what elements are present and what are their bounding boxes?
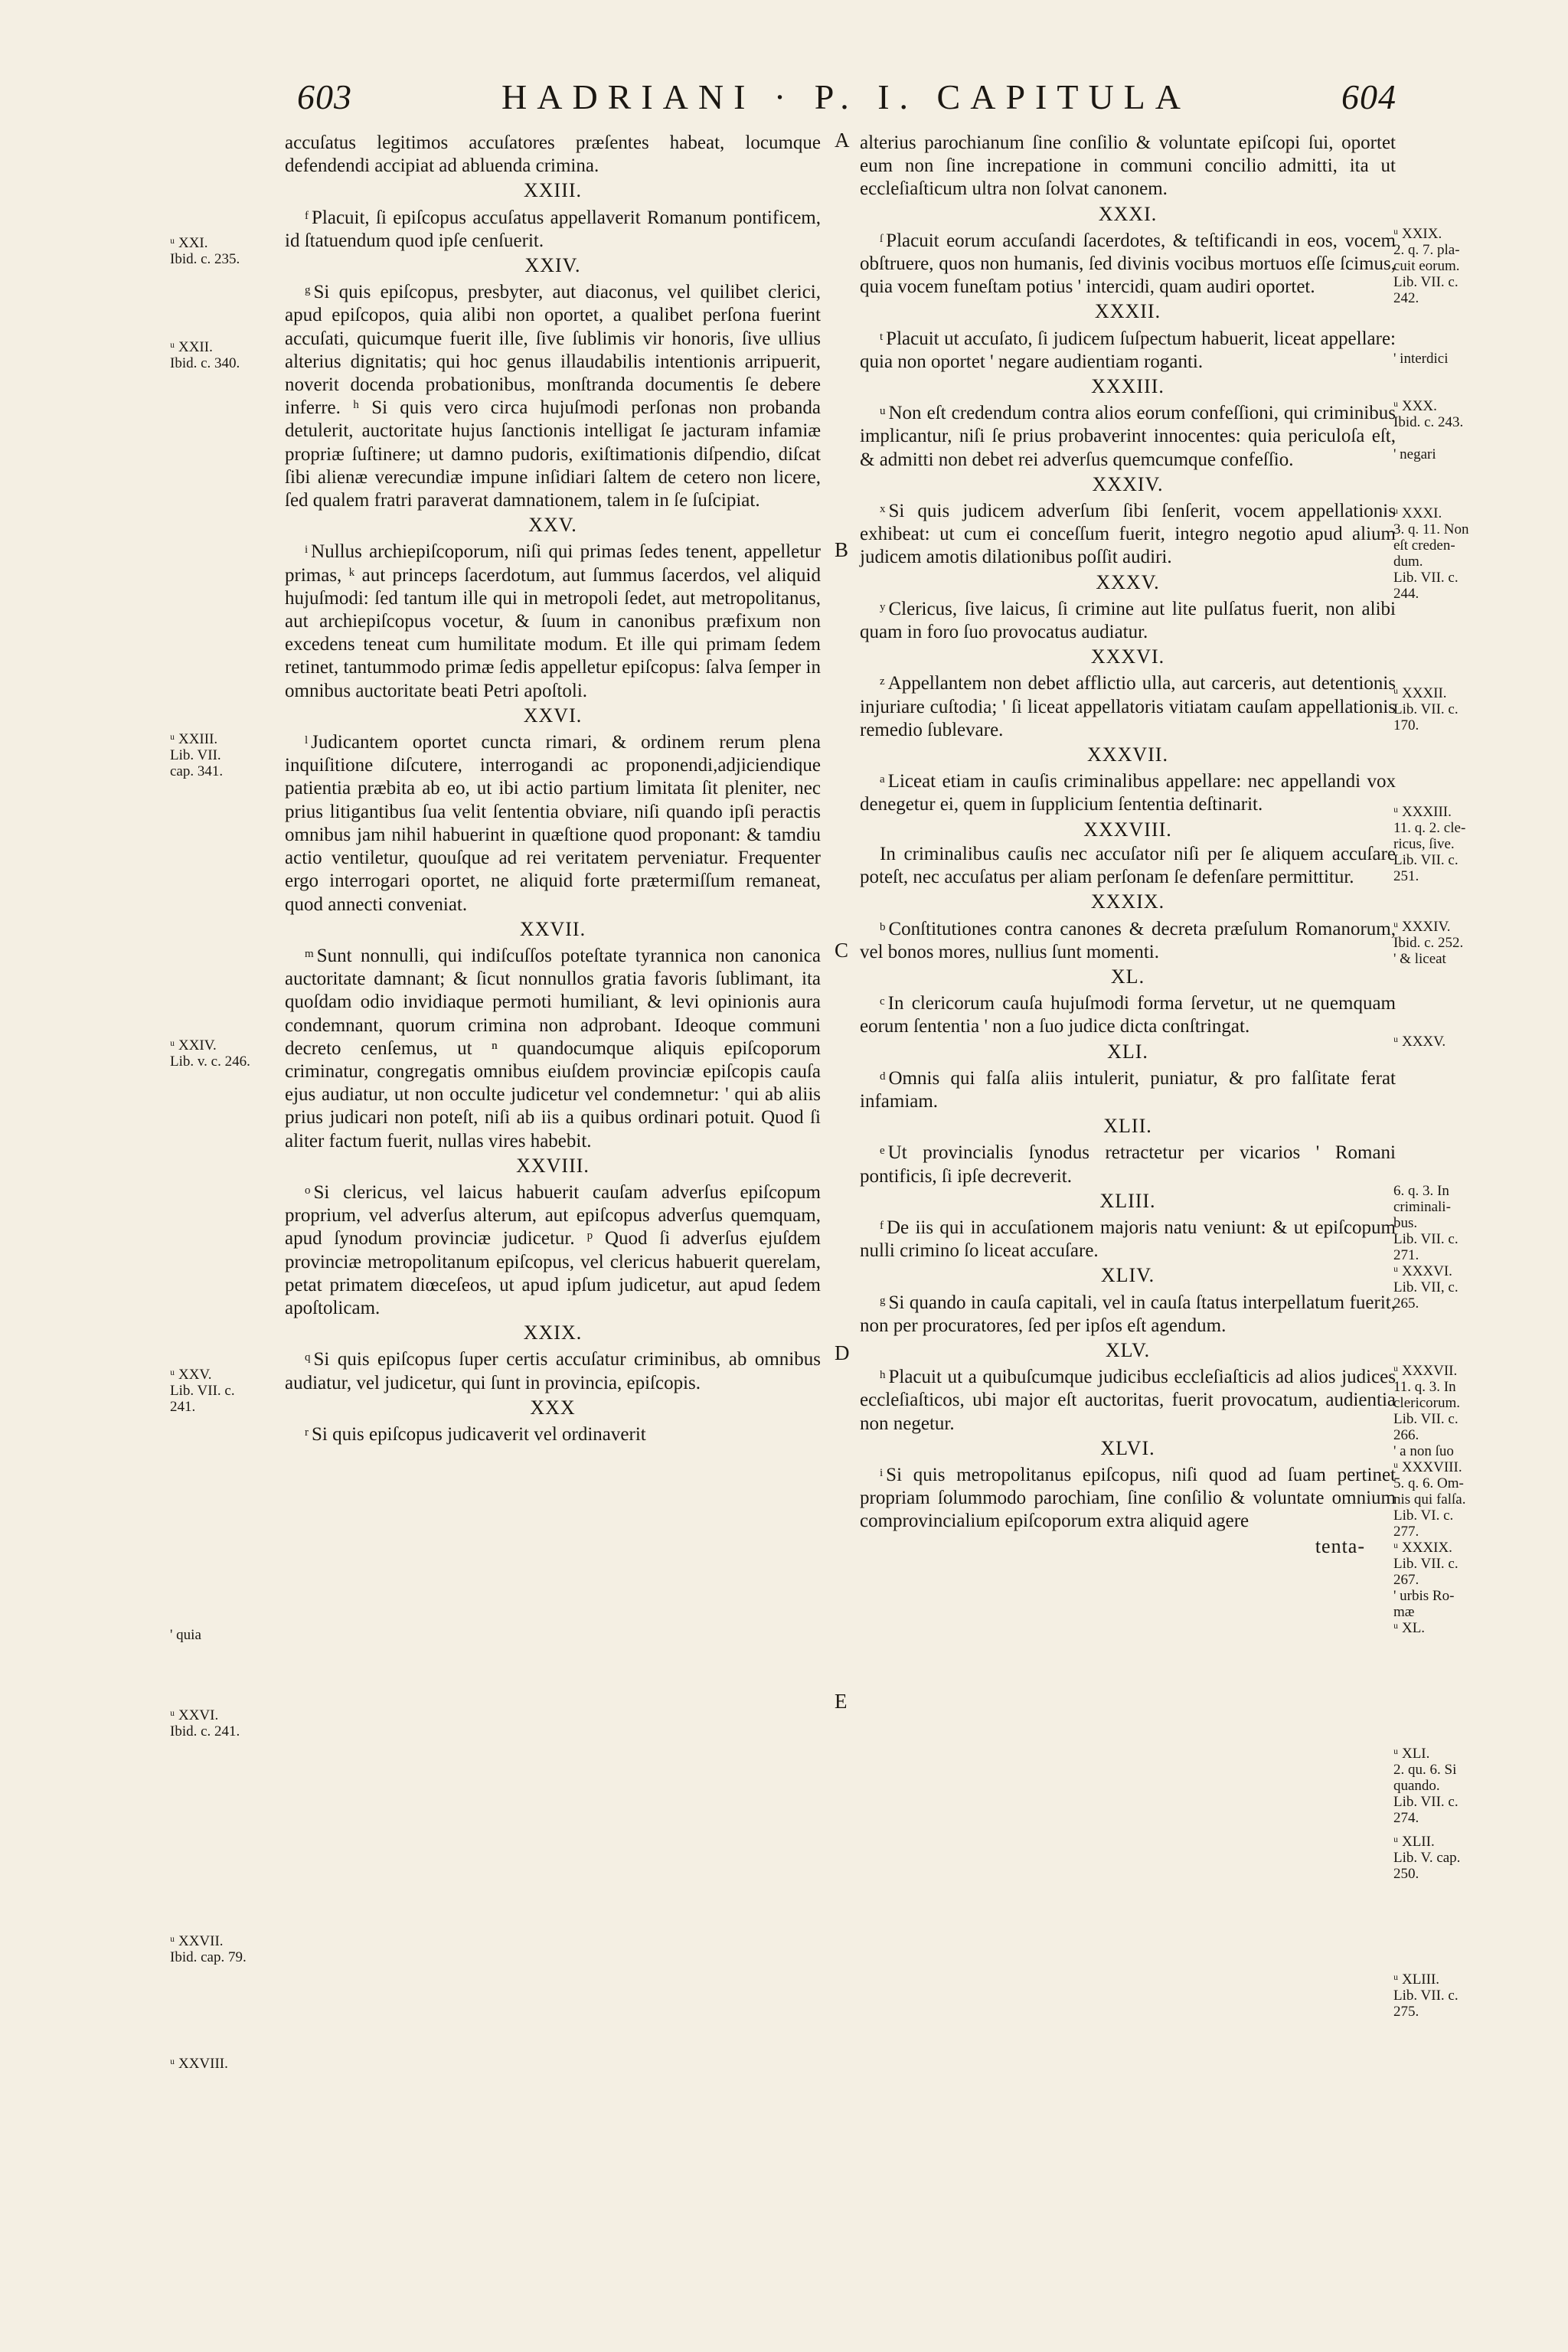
paragraph-text: Si quis metropolitanus epiſcopus, niſi quod ad ſuam pertinet propriam ſolummodo parochiam, ſine conſilio & voluntate omnium comprovincialium epiſcoporum extra aliquid agere [860,1464,1396,1532]
paragraph-text: In criminalibus cauſis nec accuſator niſi per ſe aliquem accuſare poteſt, nec accuſatus per aliam perſonam ſe defenſare permittitur. [860,843,1396,888]
paragraph-text: Omnis qui falſa aliis intulerit, puniatur, & pro falſitate ferat infamiam. [860,1067,1396,1112]
chapter-heading: XLIII. [1099,1189,1156,1212]
paragraph-text: Si quis judicem adverſum ſibi ſenſerit, vocem appellationis exhibeat: ut cum ei conceſſum fuerit, integro negotio apud alium judicem amotis dilationibus poſſit audiri. [860,501,1396,568]
chapter-heading: XXX [530,1396,576,1419]
chapter-heading: XXXVII. [1087,743,1168,766]
canon-paragraph [860,132,1396,201]
paragraph-text: Liceat etiam in cauſis criminalibus appellare: nec appellandi vox denegetur ei, quem in ſupplicium ſententia deſtinarit. [860,771,1396,815]
section-letter: C [835,939,849,962]
footnote-marker: ſ [880,232,884,245]
left-margin-note: ᵘ XXVIII. [170,2056,228,2072]
canon-paragraph [860,990,1396,1038]
paragraph-text: Placuit, ſi epiſcopus accuſatus appellaverit Romanum pontificem, id ſtatuendum quod ipſe cenſuerit. [285,207,821,251]
paragraph-text: Clericus, ſive laicus, ſi crimine aut lite pulſatus fuerit, non alibi quam in foro ſuo provocatus audiatur. [860,598,1396,643]
right-margin-note: ᵘ XLII. Lib. V. cap. 250. [1393,1834,1461,1882]
canon-paragraph [285,279,821,512]
footnote-marker: g [305,284,311,297]
right-text-column [860,132,1396,1560]
footnote-marker: c [880,995,885,1008]
paragraph-text: Non eſt credendum contra alios eorum confeſſioni, qui criminibus implicantur, niſi ſe prius probaverint innocentes: quia periculoſa eſt, & admitti non debet rei adverſus quemcumque confeſſio. [860,403,1396,470]
left-margin-note: ' quia [170,1627,201,1643]
canon-paragraph [860,1462,1396,1534]
section-letter: B [835,538,849,561]
paragraph-text: Placuit ut accuſato, ſi judicem ſuſpectum habuerit, liceat appellare: quia non oportet ' negare audientiam roganti. [860,328,1396,372]
canon-paragraph [285,942,821,1153]
footnote-marker: b [880,920,886,933]
chapter-heading: XLV. [1105,1338,1151,1361]
left-margin-note: ᵘ XXVI. Ibid. c. 241. [170,1707,240,1740]
canon-paragraph [285,538,821,702]
paragraph-text: Sunt nonnulli, qui indiſcuſſos poteſtate tyrannica non canonica auctoritate damnant; & ſicut nonnullos gratia favoris ſublimant, ita quoſdam odio invidiaque permoti humiliant, & levi opinionis aura condemnant, quorum crimina non adprobant. Ideoque communi decreto cenſemus, ut ⁿ quandocumque aliquis epiſcoporum criminatur, congregatis omnibus eiuſdem provinciæ epiſcopis cauſa ejus audiatur, ut non occulte judicetur vel condemnetur: ' qui ab aliis prius judicari non poteſt, niſi ab iis a quibus ordinari potuit. Quod ſi aliter factum fuerit, nullas vires habebit. [285,945,821,1152]
canon-paragraph [285,132,821,178]
canon-paragraph [860,400,1396,472]
left-margin-note: ᵘ XXIII. Lib. VII. cap. 341. [170,731,224,779]
footnote-marker: d [880,1070,886,1083]
left-margin-note: ᵘ XXV. Lib. VII. c. 241. [170,1367,235,1415]
paragraph-text: Conſtitutiones contra canones & decreta præſulum Romanorum, vel bonos mores, nullius ſunt momenti. [860,918,1396,962]
footnote-marker: e [880,1145,885,1158]
footnote-marker: g [880,1294,886,1307]
paragraph-text: Placuit eorum accuſandi ſacerdotes, & teſtificandi in eos, vocem obſtruere, quos non humanis, ſed divinis vocibus mortuos eſſe ſcimus, quia vocem funeſtam potius ' intercidi, quam audiri oportet. [860,230,1396,298]
running-title: HADRIANI · P. I. CAPITULA [501,77,1191,116]
chapter-heading: XLI. [1107,1040,1148,1063]
chapter-heading: XXVI. [523,704,583,727]
left-margin-note: ᵘ XXIV. Lib. v. c. 246. [170,1037,250,1070]
canon-paragraph [860,325,1396,374]
paragraph-text: Judicantem oportet cuncta rimari, & ordinem rerum plena inquiſitione diſcutere, interrogandi ac proponendi,adjiciendique patientia præbita ab eo, ut ibi actio partium limitata ſit pleniter, nec prius litigantibus ſua velit ſententia obviare, niſi quando ipſi peractis omnibus jam nihil habuerint in quæſtione quod proponant: & tamdiu actio ventiletur, quouſque ad rei veritatem perveniatur. Frequenter ergo interrogari oportet, ne aliquid forte prætermiſſum remaneat, quod annecti conveniat. [285,732,821,915]
right-margin-note: ᵘ XXXVII. 11. q. 3. In clericorum. Lib. VII. c. 266. ' a non ſuo ᵘ XXXVIII. 5. q. 6. Om- nis qui falſa. Lib. VI. c. 277. ᵘ XXXIX. Lib. VII. c. 267. ' urbis Ro- mæ ᵘ XL. [1393,1363,1466,1636]
paragraph-text: Si quis epiſcopus, presbyter, aut diaconus, vel quilibet clerici, apud epiſcopos, quia alibi non oportet, a qualibet perſona fuerint accuſati, quicumque fuerit ille, ſive ſublimis vir honoris, ſive ullius alterius dignitatis; qui hoc genus illaudabilis intentionis arripuerit, noverit docenda probationibus, monſtranda documentis ſe debere inferre. ʰ Si quis vero circa hujuſmodi perſonas non probanda detulerit, auctoritate hujus ſanctionis intelligat ſe jacturam infamiæ propriæ ſuſtinere; ut damno pudoris, exiſtimationis diſpendio, diſcat ſibi alienæ verecundiæ impune inſidiari ſaltem de cetero non licere, ſed qualem fratri paraverat damnationem, talem in ſe ſuſcipiat. [285,282,821,511]
footnote-marker: i [880,1466,884,1479]
chapter-heading: XXV. [528,514,577,537]
right-margin-note: ᵘ XXXI. 3. q. 11. Non eſt creden- dum. Lib. VII. c. 244. [1393,505,1469,602]
right-margin-note: ᵘ XXXIV. Ibid. c. 252. ' & liceat [1393,919,1464,967]
canon-paragraph [285,729,821,916]
canon-paragraph [860,1139,1396,1187]
canon-paragraph [860,670,1396,742]
page-number-left: 603 [297,77,352,116]
canon-paragraph [860,916,1396,964]
footnote-marker: o [305,1184,311,1197]
canon-paragraph [860,227,1396,299]
footnote-marker: m [305,947,314,960]
chapter-heading: XXXIV. [1092,472,1164,495]
chapter-heading: XXXII. [1094,300,1161,323]
footnote-marker: f [880,1219,884,1232]
right-margin-note: ᵘ XXX. Ibid. c. 243. [1393,398,1464,430]
right-margin-note: ᵘ XXXII. Lib. VII. c. 170. [1393,685,1459,733]
chapter-heading: XXVII. [519,917,586,940]
footnote-marker: i [305,544,309,557]
right-margin-note: ᵘ XLI. 2. qu. 6. Si quando. Lib. VII. c. 274. [1393,1746,1459,1826]
chapter-heading: XXXV. [1096,570,1160,593]
chapter-heading: XXXIX. [1090,890,1165,913]
section-letter: D [835,1341,850,1364]
canon-paragraph [860,1364,1396,1436]
right-margin-note: ' interdici [1393,351,1449,367]
footnote-marker: q [305,1351,311,1364]
chapter-heading: XXIX. [523,1321,583,1344]
footnote-marker: h [880,1369,886,1382]
paragraph-text: Si quis epiſcopus ſuper certis accuſatur criminibus, ab omnibus audiatur, vel judicetur, qui ſunt in provincia, epiſcopis. [285,1349,821,1393]
chapter-heading: XXVIII. [516,1154,590,1177]
canon-paragraph [860,768,1396,816]
canon-paragraph [860,498,1396,570]
right-margin-note: ᵘ XXXIII. 11. q. 2. cle- ricus, ſive. Lib. VII. c. 251. [1393,804,1466,884]
chapter-heading: XL. [1110,965,1145,988]
right-margin-note: ' negari [1393,446,1436,462]
chapter-heading: XXIV. [524,254,581,277]
footnote-marker: y [880,600,886,613]
section-letter: E [835,1690,848,1713]
footnote-marker: a [880,773,885,786]
paragraph-text: Si quando in cauſa capitali, vel in cauſa ſtatus interpellatum fuerit, non per procuratores, ſed per ipſos eſt agendum. [860,1292,1396,1336]
chapter-heading: XLII. [1103,1115,1152,1138]
canon-paragraph [285,1346,821,1394]
left-margin-note: ᵘ XXVII. Ibid. cap. 79. [170,1933,247,1965]
paragraph-text: alterius parochianum ſine conſilio & voluntate epiſcopi ſui, oportet eum non ſine increpatione in communi concilio admitti, ita ut eccleſiaſticum ultra non ſolvat canonem. [860,132,1396,200]
chapter-heading: XXXI. [1098,202,1158,225]
canon-paragraph [285,1179,821,1320]
footnote-marker: z [880,675,885,688]
paragraph-text: In clericorum cauſa hujuſmodi forma ſervetur, ut ne quemquam eorum ſententia ' non a ſuo judice dicta conſtringat. [860,993,1396,1037]
section-letter: A [835,129,850,152]
right-margin-note: ᵘ XXXV. [1393,1034,1446,1050]
paragraph-text: accuſatus legitimos accuſatores præſentes habeat, locumque defendendi accipiat ad abluenda crimina. [285,132,821,177]
footnote-marker: x [880,503,886,516]
footnote-marker: t [880,330,884,343]
right-margin-note: ᵘ XXIX. 2. q. 7. pla- cuit eorum. Lib. VII. c. 242. [1393,226,1460,306]
canon-paragraph [860,1289,1396,1338]
paragraph-text: De iis qui in accuſationem majoris natu veniunt: & ut epiſcopum nulli crimino ſo liceat accuſare. [860,1217,1396,1262]
canon-paragraph [285,1421,821,1446]
right-margin-note: 6. q. 3. In criminali- bus. Lib. VII. c. 271. ᵘ XXXVI. Lib. VII, c. 265. [1393,1183,1459,1312]
footnote-marker: u [880,405,886,418]
right-margin-note: ᵘ XLIII. Lib. VII. c. 275. [1393,1971,1459,2020]
paragraph-text: Ut provincialis ſynodus retractetur per vicarios ' Romani pontificis, ſi ipſe decreverit. [860,1142,1396,1187]
chapter-heading: XXIII. [523,179,583,202]
footnote-marker: f [305,209,309,222]
paragraph-text: Si clericus, vel laicus habuerit cauſam adverſus epiſcopum proprium, vel adverſus alterum, aut epiſcopus adverſus quemquam, apud ſynodum provinciæ judicetur. ᵖ Quod ſi adverſus ejuſdem provinciæ metropolitanum epiſcopus, vel clericus habuerit querelam, petat primatem diœceſeos, ut apud ipſum judicetur, aut apud ſedem apoſtolicam. [285,1181,821,1318]
canon-paragraph [860,843,1396,889]
paragraph-text: Si quis epiſcopus judicaverit vel ordinaverit [312,1423,646,1445]
chapter-heading: XXXVI. [1090,645,1165,668]
canon-paragraph [285,204,821,253]
left-margin-note: ᵘ XXI. Ibid. c. 235. [170,235,240,267]
paragraph-text: Nullus archiepiſcoporum, niſi qui primas ſedes tenent, appelletur primas, ᵏ aut princeps ſacerdotum, aut ſummus ſacerdos, vel aliquid hujuſmodi: ſed tantum ille qui in metropoli ſedet, aut metropolitanus, aut archiepiſcopus vocetur, & ſuum in canonibus præfixum non excedens teneat cum humilitate modum. Et ille qui primam ſedem retinet, tantummodo primæ ſedis appelletur epiſcopus: ſalva ſemper in omnibus auctoritate beati Petri apoſtoli. [285,541,821,701]
left-margin-note: ᵘ XXII. Ibid. c. 340. [170,339,240,371]
paragraph-text: Appellantem non debet afflictio ulla, aut carceris, aut detentionis injuriare cuſtodia; ' ſi liceat appellatoris vitiatam cauſam appellationis remedio ſublevare. [860,673,1396,740]
chapter-heading: XXXVIII. [1083,818,1172,841]
chapter-heading: XXXIII. [1091,375,1165,398]
chapter-heading: XLIV. [1100,1264,1155,1287]
canon-paragraph [860,1214,1396,1263]
canon-paragraph [860,1065,1396,1113]
page-number-right: 604 [1341,77,1396,116]
catchword: tenta- [1315,1534,1365,1557]
left-text-column [285,132,821,1446]
paragraph-text: Placuit ut a quibuſcumque judicibus eccleſiaſticis ad alios judices eccleſiaſticos, ubi major eſt auctoritas, fuerit provocatum, audientia non negetur. [860,1367,1396,1434]
footnote-marker: l [305,734,309,747]
chapter-heading: XLVI. [1100,1436,1155,1459]
canon-paragraph [860,596,1396,644]
footnote-marker: r [305,1426,309,1439]
